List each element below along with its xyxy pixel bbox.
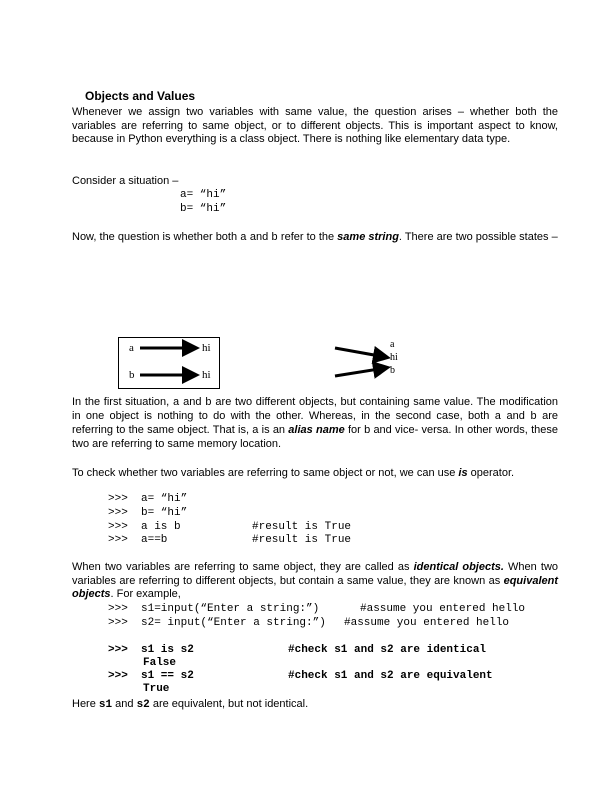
code2-comment-2: #assume you entered hello	[344, 617, 510, 629]
intro-paragraph: Whenever we assign two variables with same value, the question arises – whether both the variables are referring to same object, or to different objects. This is important aspect to know, because in Python everything is a class object. There is nothing like elementary data type.	[72, 106, 558, 145]
code3-line-2: >>> s1 == s2	[108, 670, 194, 682]
text-span: and	[112, 698, 137, 710]
text-span: refer to the	[277, 231, 338, 243]
code1-line-2: >>> b= “hi”	[108, 507, 188, 519]
text-span: are referring to the same object. That is, a is an	[72, 410, 558, 436]
text-span: are equivalent, but not identical.	[149, 698, 309, 710]
code1-line-1: >>> a= “hi”	[108, 493, 188, 505]
emphasis-equivalent-objects: equivalent objects	[72, 574, 558, 600]
text-span: and	[246, 231, 272, 243]
diagram-right-a: a	[390, 339, 395, 350]
code2-line-2: >>> s2= input(“Enter a string:”)	[108, 617, 326, 629]
code1-comment-4: #result is True	[252, 534, 352, 546]
text-span: are two different objects, but containing same value. The modification in one object is nothing to do with the other. Whereas, in the second case, both	[72, 396, 558, 422]
var-b: b	[530, 411, 537, 423]
code3-line-1: >>> s1 is s2	[108, 644, 194, 656]
page-title: Objects and Values	[85, 89, 196, 103]
var-a: a	[240, 232, 247, 244]
text-span: When two variables are referring to different objects, but contain a same value, they are known as	[72, 561, 559, 587]
text-span: Now, the question is whether both	[72, 231, 241, 243]
var-b: b	[205, 397, 212, 409]
text-span: To check whether two variables are referring to same object or not, we can use	[72, 467, 459, 479]
diagram-left-b: b	[129, 369, 135, 381]
text-span: for b and vice- versa. In other words, these two are referring to same memory location.	[72, 424, 558, 450]
var-b: b	[271, 232, 278, 244]
text-span: . For example,	[110, 588, 181, 600]
text-span: When two variables are referring to same object, they are called as	[72, 561, 414, 573]
code3-comment-2: #check s1 and s2 are equivalent	[288, 670, 493, 682]
emphasis-alias-name: alias name	[288, 424, 345, 436]
assign-b-line: b= “hi”	[180, 203, 227, 215]
code1-line-4: >>> a==b	[108, 534, 168, 546]
code3-result-2: True	[143, 683, 170, 695]
arrow-right-a	[335, 348, 385, 357]
text-span: and	[179, 396, 206, 408]
text-span: and	[501, 410, 531, 422]
text-span: Here	[72, 698, 99, 710]
var-a: a	[172, 397, 180, 409]
emphasis-is: is	[458, 467, 468, 479]
code2-comment-1: #assume you entered hello	[360, 603, 526, 615]
diagram-left-a: a	[129, 342, 134, 354]
diagram-right-b: b	[390, 365, 395, 376]
identical-paragraph	[72, 561, 558, 602]
assign-a-line: a= “hi”	[180, 189, 227, 201]
code1-comment-3: #result is True	[252, 521, 352, 533]
check-paragraph	[72, 467, 514, 481]
emphasis-same-string: same string	[337, 231, 399, 243]
code3-result-1: False	[143, 657, 177, 669]
code2-line-1: >>> s1=input(“Enter a string:”)	[108, 603, 320, 615]
consider-text: Consider a situation –	[72, 175, 179, 187]
var-a: a	[494, 411, 502, 423]
arrow-right-b	[335, 368, 385, 376]
text-span: operator.	[467, 467, 515, 479]
diagram-left-hi-2: hi	[202, 369, 211, 381]
first-situation-paragraph	[72, 396, 558, 451]
diagram-right-hi: hi	[390, 352, 398, 363]
text-span: In the first situation,	[72, 396, 173, 408]
diagram-left-hi-1: hi	[202, 342, 211, 354]
final-sentence	[72, 698, 308, 712]
var-s2: s2	[136, 699, 150, 711]
code1-line-3: >>> a is b	[108, 521, 181, 533]
var-s1: s1	[98, 699, 113, 711]
code3-comment-1: #check s1 and s2 are identical	[288, 644, 487, 656]
text-span: . There are two possible states –	[398, 231, 558, 243]
emphasis-identical-objects: identical objects.	[413, 561, 504, 573]
